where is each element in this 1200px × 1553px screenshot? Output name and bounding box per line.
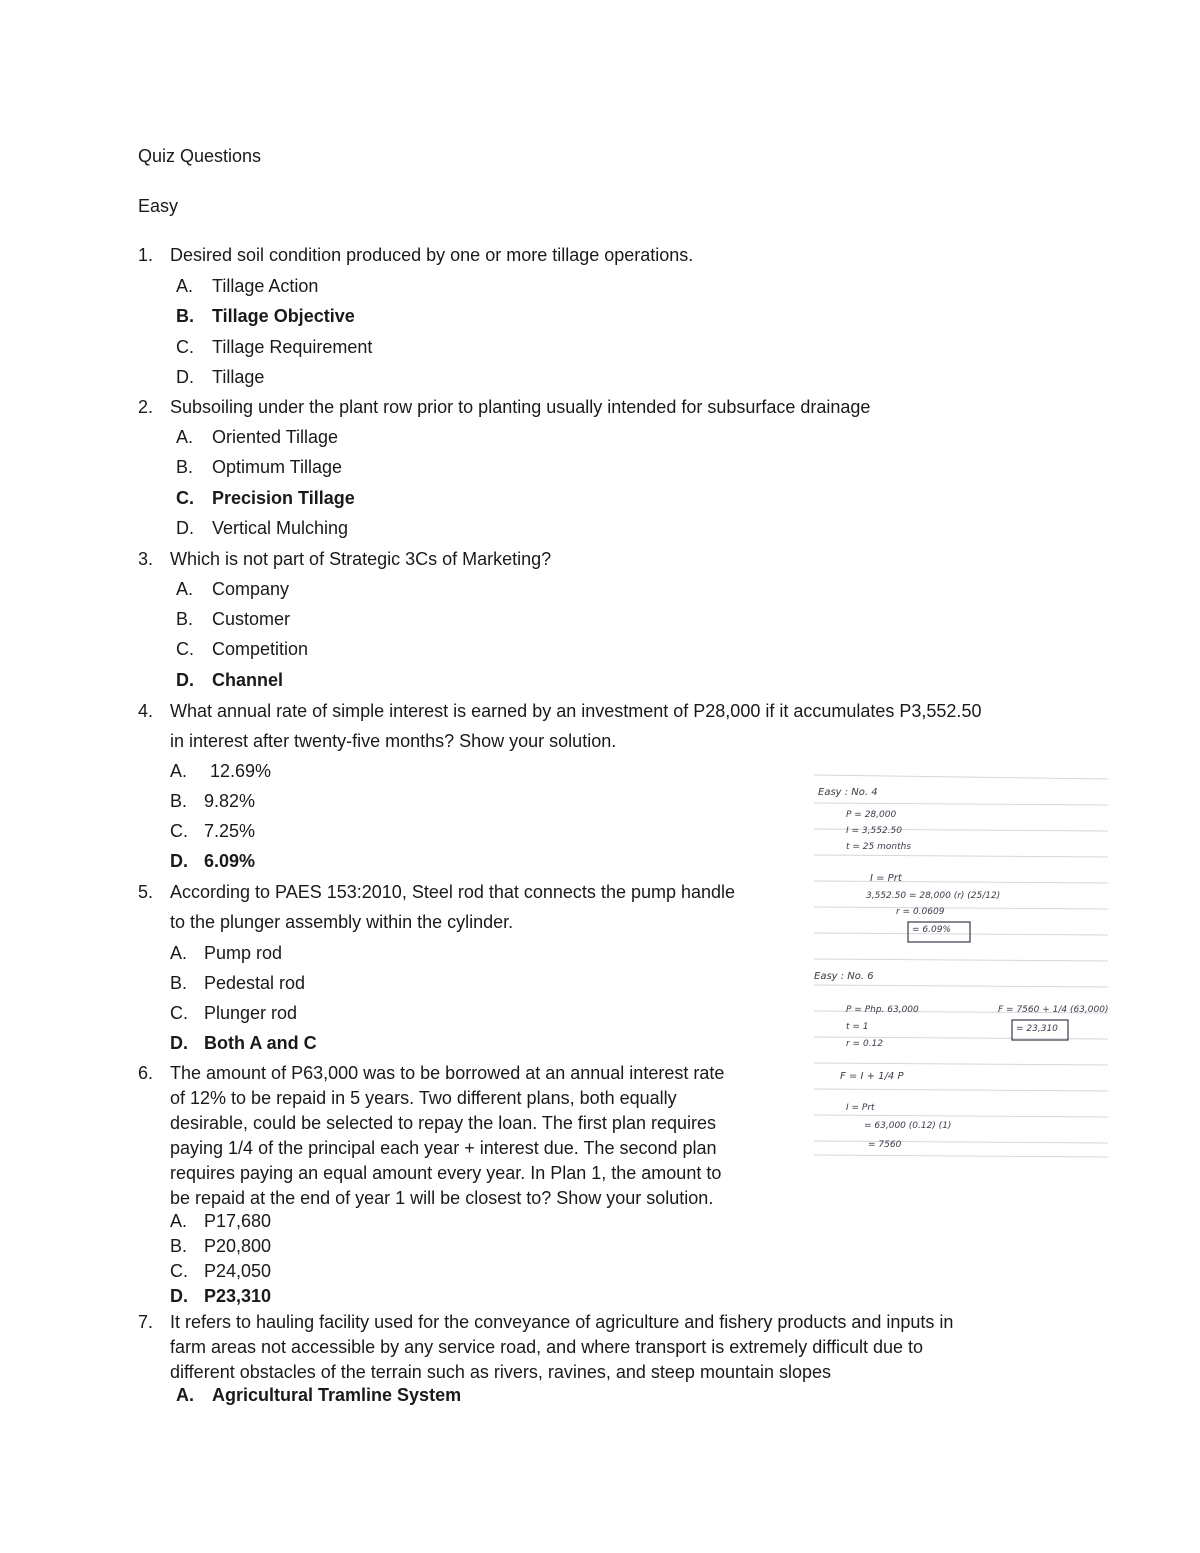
question-text: desirable, could be selected to repay the loan. The first plan requires: [170, 1113, 716, 1133]
note-no6-p: P = Php. 63,000: [846, 1005, 919, 1015]
note-no4-t: t = 25 months: [846, 842, 912, 852]
note-no6-f-formula: F = 7560 + 1/4 (63,000): [998, 1005, 1109, 1015]
question-text: be repaid at the end of year 1 will be closest to? Show your solution.: [170, 1188, 714, 1208]
question-number: 4.: [138, 701, 154, 721]
note-no4-p: P = 28,000: [846, 810, 897, 820]
question-number: 1.: [138, 245, 154, 265]
document-page: Quiz Questions Easy 1. Desired soil condition produced by one or more tillage operations. A. Tillage Action B. Tillage Objective C. Tillage Requirement D. Tillage 2. Subsoiling under the plant row prior to planting usually intended for subsurface drainage A. Oriented Tillage B. Optimum Tillage C. Precision Tillage D. Vertical Mulching 3. Which is not part of Strategic 3Cs of Marketing? A. Company B. Customer C. Competition D. Channel 4. What annual rate of simple interest is earned by an investment of P28,000 if it accumulates P3,552.50 in interest after twenty-five months? Show your solution. A. 12.69% B. 9.82% C. 7.25% D. 6.09% 5. According to PAES 153:2010, Steel rod that connects the pump handle to the plunger assembly within the cylinder. A. Pump rod B. Pedestal rod C. Plunger rod D. Both A and C 6. The amount of P63,000 was to be borrowed at an annual interest rate of 12% to be repaid in 5 years. Two different plans, both equally desirable, could be selected to repay the loan. The first plan requires paying 1/4 of the principal each year + interest due. The second plan requires paying an equal amount every year. In Plan 1, the amount to be repaid at the end of year 1 will be closest to? Show your solution. A. P17,680 B. P20,800 C. P24,050 D. P23,310 7. It refers to hauling facility used for the conveyance of agriculture and fishery products and inputs in farm areas not accessible by any service road, and where transport is extremely difficult due to different obstacles of the terrain such as rivers, ravines, and steep mountain slopes A. Agricultural Tramline System Easy : No. 4 P = 28,000 I = 3,552.50 t = 25 months I = Prt 3,552.50 = 28,000 (r) (25/12) r = 0.0609 = 6.09% Easy : No. 6 P = Php. 63,000 t = 1 r = 0.12 F = 7560 + 1/4 (63,000) = 23,310 F = I + 1/4 P I = Prt = 63,000 (0.12) (1) = 7560: [138, 146, 1109, 1405]
question-text: What annual rate of simple interest is earned by an investment of P28,000 if it accumulates P3,552.50: [170, 701, 982, 721]
note-no4-formula: I = Prt: [870, 873, 902, 884]
question-number: 3.: [138, 549, 154, 569]
question-text: Which is not part of Strategic 3Cs of Marketing?: [170, 549, 552, 569]
question-text: paying 1/4 of the principal each year + interest due. The second plan: [170, 1138, 717, 1158]
question-text: of 12% to be repaid in 5 years. Two different plans, both equally: [170, 1088, 677, 1108]
notebook-lines: [808, 765, 1110, 1160]
question-text: The amount of P63,000 was to be borrowed at an annual interest rate: [170, 1063, 725, 1083]
question-number: 5.: [138, 882, 154, 902]
note-no6-i-formula: I = Prt: [846, 1103, 875, 1113]
note-no4-substitution: 3,552.50 = 28,000 (r) (25/12): [866, 891, 1001, 901]
note-no6-f-definition: F = I + 1/4 P: [840, 1071, 904, 1082]
question-number: 7.: [138, 1312, 154, 1332]
question-text: different obstacles of the terrain such as rivers, ravines, and steep mountain slopes: [170, 1362, 832, 1382]
question-text: in interest after twenty-five months? Show your solution.: [170, 731, 617, 751]
question-text: According to PAES 153:2010, Steel rod that connects the pump handle: [170, 882, 736, 902]
section-heading: Easy: [138, 196, 179, 216]
note-no6-heading: Easy : No. 6: [814, 971, 874, 982]
note-no4-heading: Easy : No. 4: [818, 787, 878, 798]
handwritten-solutions: [808, 765, 1110, 1160]
note-no6-i-result: = 7560: [868, 1140, 902, 1150]
question-text: Desired soil condition produced by one or more tillage operations.: [170, 245, 694, 265]
question-text: farm areas not accessible by any service road, and where transport is extremely difficult due to: [170, 1337, 924, 1357]
note-no4-r: r = 0.0609: [896, 907, 945, 917]
question-text: It refers to hauling facility used for the conveyance of agriculture and fishery products and inputs in: [170, 1312, 954, 1332]
note-no6-i-substitution: = 63,000 (0.12) (1): [864, 1121, 952, 1131]
note-no4-answer: = 6.09%: [912, 925, 951, 935]
question-text: to the plunger assembly within the cylinder.: [170, 912, 514, 932]
note-no6-r: r = 0.12: [846, 1039, 884, 1049]
question-number: 2.: [138, 397, 154, 417]
note-no4-i: I = 3,552.50: [846, 826, 902, 836]
question-number: 6.: [138, 1063, 154, 1083]
note-no6-t: t = 1: [846, 1022, 869, 1032]
doc-title: Quiz Questions: [138, 146, 262, 166]
question-text: Subsoiling under the plant row prior to planting usually intended for subsurface drainage: [170, 397, 871, 417]
question-text: requires paying an equal amount every year. In Plan 1, the amount to: [170, 1163, 722, 1183]
note-no6-f-answer: = 23,310: [1016, 1024, 1058, 1034]
